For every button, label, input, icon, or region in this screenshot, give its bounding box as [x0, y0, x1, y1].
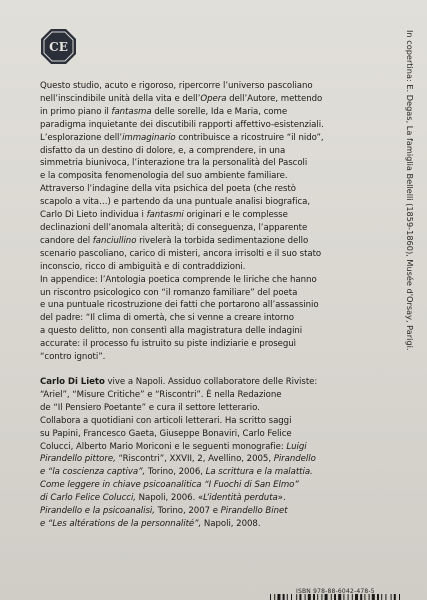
summary-line: [40, 93, 390, 106]
text-run: dell’Autore, mettendo: [226, 93, 323, 104]
summary-line: [40, 132, 390, 145]
text-run: “contro ignoti”.: [40, 352, 106, 363]
text-run: Napoli, 2008.: [201, 518, 261, 529]
text-run: accurate: il processo fu istruito su piste indiziarie e proseguì: [40, 339, 297, 350]
italic-text: fantasma: [111, 106, 152, 117]
barcode-bar: [399, 594, 400, 600]
text-run: originari e le complesse: [183, 210, 288, 221]
italic-text: di Carlo Felice Colucci,: [40, 493, 136, 504]
text-run: un riscontro psicologico con “il romanzo familiare” del poeta: [40, 287, 298, 298]
text-run: In appendice: l’Antologia poetica comprende le liriche che hanno: [40, 274, 317, 285]
italic-text: Pirandello e la psicoanalisi,: [40, 506, 155, 517]
summary-line: [40, 222, 390, 235]
italic-text: Pirandello: [273, 454, 316, 465]
summary-line: [40, 209, 390, 222]
italic-text: immaginario: [122, 132, 176, 143]
author-line: [40, 376, 390, 389]
summary-line: [40, 80, 390, 93]
italic-text: Pirandello pittore,: [40, 454, 116, 465]
summary-line: [40, 274, 390, 287]
publisher-logo: [40, 28, 77, 65]
text-run: “Ariel”, “Misure Critiche” e “Riscontri”. È nella Redazione: [40, 389, 282, 400]
italic-text: fanciullino: [92, 235, 137, 246]
text-run: disfatto da un destino di dolore, e, a comprendere, in una: [40, 145, 286, 156]
summary-line: [40, 235, 390, 248]
summary-line: [40, 170, 390, 183]
summary-line: [40, 338, 390, 351]
barcode-bar: [283, 594, 285, 600]
summary-line: [40, 157, 390, 170]
author-line: [40, 441, 390, 454]
text-run: nell’inscindibile unità della vita e dell’: [40, 93, 201, 104]
italic-text: e “Les altérations de la personnalité”,: [40, 518, 202, 529]
text-run: Colucci, Alberto Mario Moriconi e le seguenti monografie:: [40, 441, 287, 452]
summary-line: [40, 312, 390, 325]
author-line: [40, 389, 390, 402]
author-line: [40, 492, 390, 505]
text-run: “Riscontri”, XXVII, 2, Avellino, 2005,: [115, 454, 274, 465]
author-bio: [40, 376, 390, 531]
text-run: scenario pascoliano, carico di misteri, ancora irrisolti e il suo stato: [40, 248, 322, 259]
barcode-bar: [287, 594, 288, 600]
summary-line: [40, 261, 390, 274]
text-run: contribuisce a ricostruire “il nido”,: [175, 132, 324, 143]
italic-text: e “la coscienza captiva”,: [40, 467, 146, 478]
barcode-bar: [277, 594, 280, 600]
italic-text: La scrittura e la malattia.: [205, 467, 313, 478]
text-run: scapolo a vita…) e partendo da una puntuale analisi biografica,: [40, 197, 311, 208]
text-run: de “Il Pensiero Poetante” e cura il settore letterario.: [40, 402, 260, 413]
text-run: inconscio, ricco di ambiguità e di contraddizioni.: [40, 261, 246, 272]
text-run: ».: [277, 493, 286, 504]
summary-line: [40, 325, 390, 338]
italic-text: Pirandello Binet: [220, 506, 288, 517]
summary-line: [40, 299, 390, 312]
italic-text: Luigi: [286, 441, 307, 452]
text-run: rivelerà la torbida sedimentazione dello: [136, 235, 309, 246]
author-line: [40, 518, 390, 531]
text-run: candore del: [40, 235, 93, 246]
author-line: [40, 402, 390, 415]
barcode-bar: [274, 594, 275, 600]
book-summary: [40, 80, 390, 364]
text-run: e una puntuale ricostruzione dei fatti che portarono all’assassinio: [40, 300, 319, 311]
italic-text: fantasmi: [146, 210, 184, 221]
summary-line: [40, 106, 390, 119]
text-run: a questo delitto, non consentì alla magistratura delle indagini: [40, 326, 303, 337]
summary-line: [40, 119, 390, 132]
text-run: delle sorelle, Ida e Maria, come: [151, 106, 288, 117]
cover-credit: [404, 30, 416, 351]
barcode-bar: [391, 594, 392, 600]
barcode-bar: [394, 594, 396, 600]
italic-text: L’identità perduta: [203, 493, 278, 504]
summary-line: [40, 183, 390, 196]
text-run: Collabora a quotidiani con articoli letterari. Ha scritto saggi: [40, 415, 292, 426]
author-line: [40, 428, 390, 441]
publisher-logo-text: CE: [49, 40, 68, 54]
italic-text: Come leggere in chiave psicoanalitica “I Fuochi di San Elmo”: [40, 480, 299, 491]
author-name: Carlo Di Lieto: [40, 377, 105, 387]
text-run: paradigma inquietante dei discutibili rapporti affettivo-esistenziali.: [40, 119, 324, 130]
isbn-text: ISBN 978-88-6042-478-5: [296, 588, 375, 595]
barcode-bar: [377, 594, 379, 600]
text-run: Torino, 2007 e: [154, 506, 221, 517]
author-line: [40, 479, 390, 492]
text-run: Torino, 2006,: [145, 467, 206, 478]
barcode-bar: [385, 594, 386, 600]
text-run: L’esplorazione dell’: [40, 132, 123, 143]
author-line: [40, 505, 390, 518]
text-run: Carlo Di Lieto individua i: [40, 210, 147, 221]
barcode-bar: [291, 594, 292, 600]
summary-line: [40, 287, 390, 300]
text-run: declinazioni dell’anomala alterità; di conseguenza, l’apparente: [40, 222, 308, 233]
text-run: Napoli, 2006. «: [135, 493, 204, 504]
author-line: [40, 453, 390, 466]
text-run: su Papini, Francesco Gaeta, Giuseppe Bonaviri, Carlo Felice: [40, 428, 292, 439]
barcode-bar: [270, 594, 271, 600]
text-run: simmetria biunivoca, l’interazione tra la personalità del Pascoli: [40, 158, 308, 169]
author-line: [40, 415, 390, 428]
text-run: e la composita fenomenologia del suo ambiente familiare.: [40, 171, 288, 182]
text-run: Attraverso l’indagine della vita psichica del poeta (che restò: [40, 184, 296, 195]
barcode-bar: [381, 594, 382, 600]
summary-line: [40, 248, 390, 261]
text-run: in primo piano il: [40, 106, 112, 117]
cover-credit-text: In copertina: E. Degas, La famiglia Bellelli (1859-1860), Musée d'Orsay, Parigi.: [405, 30, 415, 351]
text-run: del padre: “Il clima di omertà, che si venne a creare intorno: [40, 313, 294, 324]
italic-text: Opera: [200, 93, 227, 104]
summary-line: [40, 351, 390, 364]
author-line: [40, 466, 390, 479]
summary-line: [40, 145, 390, 158]
text-run: Questo studio, acuto e rigoroso, ripercorre l’universo pascoliano: [40, 81, 313, 91]
text-run: vive a Napoli. Assiduo collaboratore delle Riviste:: [104, 377, 318, 387]
summary-line: [40, 196, 390, 209]
